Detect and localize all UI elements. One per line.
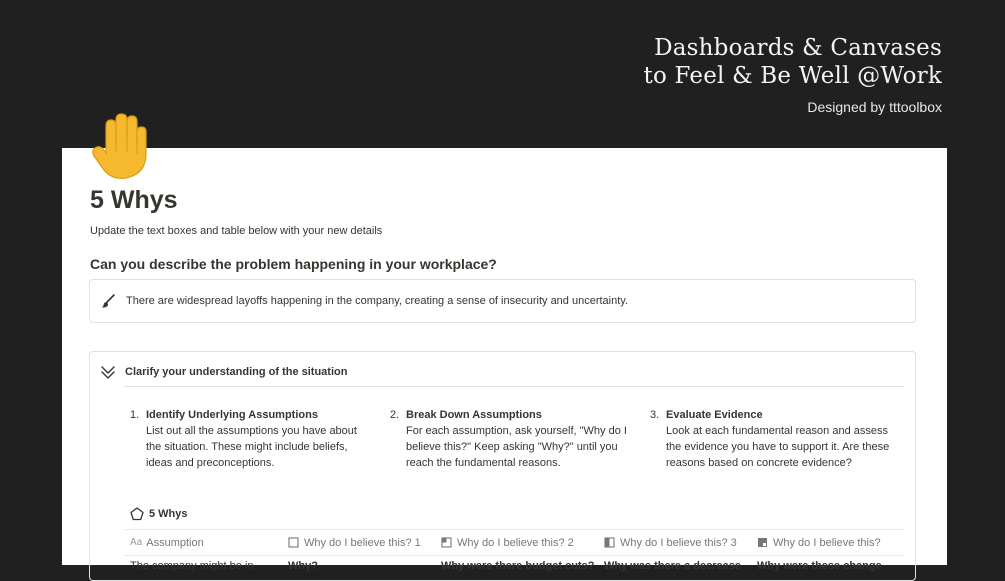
half-fill-icon bbox=[604, 537, 615, 548]
page-content bbox=[62, 148, 947, 572]
table-header bbox=[124, 530, 906, 555]
column-header-label[interactable]: Why do I believe this? bbox=[773, 536, 881, 549]
step-body: For each assumption, ask yourself, "Why do I believe this?" Keep asking "Why?" until you reach the fundamental reasons. bbox=[406, 425, 627, 469]
toggle-label[interactable]: Clarify your understanding of the situation bbox=[125, 366, 348, 378]
banner-title-line-1: Dashboards & Canvases bbox=[654, 35, 942, 61]
column-header-label[interactable]: Assumption bbox=[146, 536, 204, 549]
step-body: Look at each fundamental reason and assess the evidence you have to support it. Are these reasons based on concrete evidence? bbox=[666, 425, 890, 469]
clarify-toggle-block bbox=[89, 351, 916, 581]
text-property-icon: Aa bbox=[130, 537, 143, 548]
table-border bbox=[124, 555, 904, 556]
column-header-why-4[interactable] bbox=[751, 530, 906, 555]
callout-text[interactable]: There are widespread layoffs happening in the company, creating a sense of insecurity and uncertainty. bbox=[126, 295, 629, 307]
column-header-label[interactable]: Why do I believe this? 3 bbox=[620, 536, 737, 549]
step-number: 2. bbox=[390, 409, 400, 421]
table-row[interactable] bbox=[124, 560, 906, 572]
table-cell[interactable]: Why were these change bbox=[757, 560, 882, 572]
column-header-why-1[interactable] bbox=[282, 530, 435, 555]
database-title[interactable] bbox=[130, 507, 188, 521]
column-header-why-2[interactable] bbox=[435, 530, 598, 555]
step-title: Identify Underlying Assumptions bbox=[146, 409, 318, 421]
step-number: 1. bbox=[130, 409, 140, 421]
page-subtitle: Update the text boxes and table below with your new details bbox=[90, 225, 383, 237]
checkbox-empty-icon bbox=[288, 537, 299, 548]
step-title: Break Down Assumptions bbox=[406, 409, 542, 421]
divider bbox=[124, 386, 904, 387]
step-body: List out all the assumptions you have about the situation. These might include beliefs, ideas and preconceptions. bbox=[146, 425, 357, 469]
column-header-label[interactable]: Why do I believe this? 1 bbox=[304, 536, 421, 549]
problem-callout[interactable] bbox=[89, 279, 916, 323]
table-cell[interactable]: Why was there a decrease bbox=[604, 560, 741, 572]
step-number: 3. bbox=[650, 409, 660, 421]
toggle-header[interactable] bbox=[100, 364, 347, 380]
table-cell[interactable]: The company might be in bbox=[130, 560, 254, 572]
quarter-fill-icon bbox=[441, 537, 452, 548]
mostly-fill-icon bbox=[757, 537, 768, 548]
banner-title-line-2: to Feel & Be Well @Work bbox=[643, 63, 942, 89]
paintbrush-icon bbox=[100, 293, 116, 309]
raised-hand-icon[interactable] bbox=[92, 114, 152, 180]
problem-heading: Can you describe the problem happening in your workplace? bbox=[90, 256, 497, 272]
pentagon-icon bbox=[130, 507, 144, 521]
table-cell[interactable]: Why? bbox=[288, 560, 318, 572]
step-item bbox=[130, 407, 390, 471]
banner-subtitle: Designed by tttoolbox bbox=[807, 99, 942, 115]
table-cell[interactable]: Why were there budget cuts? bbox=[441, 560, 595, 572]
page-title: 5 Whys bbox=[90, 186, 178, 214]
step-item bbox=[650, 407, 910, 471]
column-header-assumption[interactable] bbox=[124, 530, 282, 555]
column-header-why-3[interactable] bbox=[598, 530, 751, 555]
steps-columns bbox=[130, 407, 910, 471]
double-chevron-down-icon[interactable] bbox=[100, 364, 116, 380]
database-title-text[interactable]: 5 Whys bbox=[149, 508, 188, 520]
banner-title bbox=[522, 34, 942, 90]
step-item bbox=[390, 407, 650, 471]
column-header-label[interactable]: Why do I believe this? 2 bbox=[457, 536, 574, 549]
step-title: Evaluate Evidence bbox=[666, 409, 763, 421]
